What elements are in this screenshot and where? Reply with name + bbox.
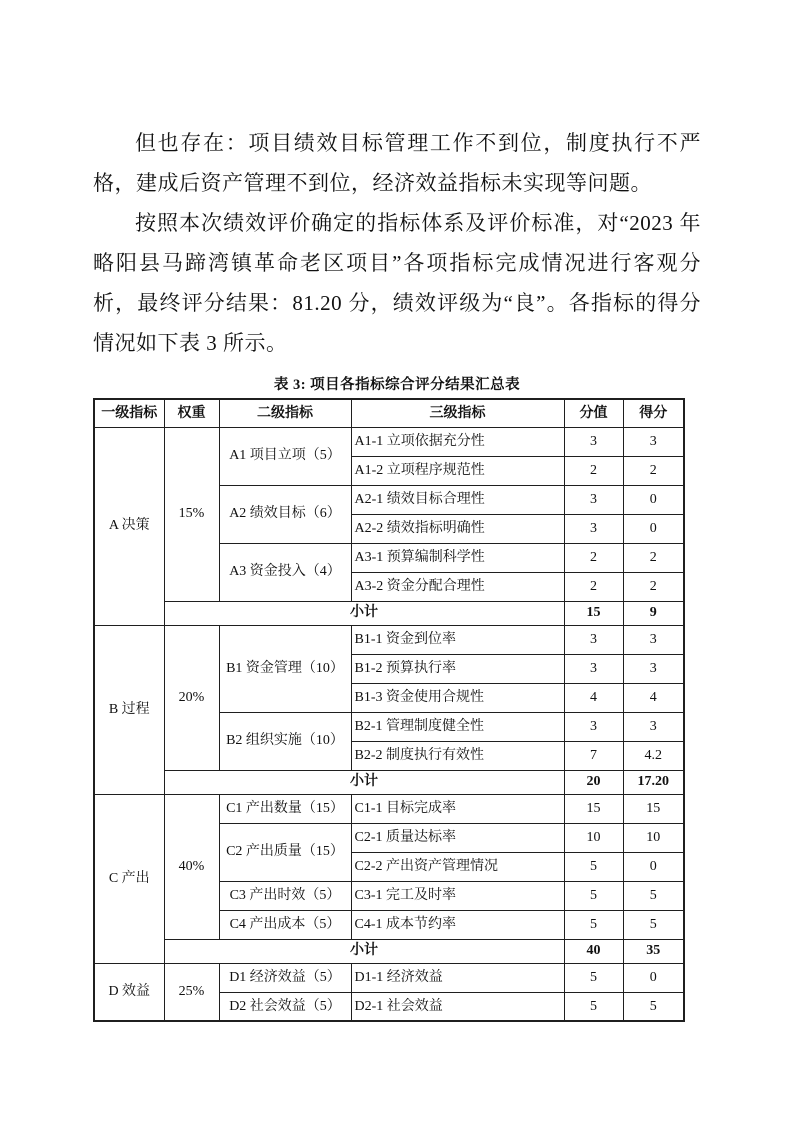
indicator-row [94, 963, 684, 992]
level3-indicator-cell: A3-1 预算编制科学性 [351, 543, 564, 572]
level2-indicator-cell: C3 产出时效（5） [219, 881, 351, 910]
subtotal-score-cell: 15 [564, 601, 623, 625]
score-obtained-cell: 5 [623, 881, 684, 910]
level1-indicator-cell: B 过程 [94, 625, 164, 794]
score-obtained-cell: 5 [623, 910, 684, 939]
score-value-cell: 5 [564, 992, 623, 1021]
level3-indicator-cell: B2-1 管理制度健全性 [351, 712, 564, 741]
score-value-cell: 3 [564, 625, 623, 654]
paragraph-issues: 但也存在：项目绩效目标管理工作不到位，制度执行不严格，建成后资产管理不到位，经济效益指标未实现等问题。 [93, 131, 701, 195]
subtotal-row [94, 601, 684, 625]
weight-cell: 25% [164, 963, 219, 1021]
score-value-cell: 2 [564, 543, 623, 572]
header-weight: 权重 [164, 399, 219, 427]
score-obtained-cell: 3 [623, 427, 684, 456]
level1-indicator-cell: D 效益 [94, 963, 164, 1021]
score-value-cell: 7 [564, 741, 623, 770]
score-obtained-cell: 2 [623, 456, 684, 485]
subtotal-obtained-cell: 17.20 [623, 770, 684, 794]
score-obtained-cell: 4.2 [623, 741, 684, 770]
header-level2: 二级指标 [219, 399, 351, 427]
weight-cell: 40% [164, 794, 219, 939]
header-score: 分值 [564, 399, 623, 427]
level3-indicator-cell: A1-1 立项依据充分性 [351, 427, 564, 456]
level2-indicator-cell: A3 资金投入（4） [219, 543, 351, 601]
score-value-cell: 2 [564, 572, 623, 601]
level2-indicator-cell: B1 资金管理（10） [219, 625, 351, 712]
level2-indicator-cell: A1 项目立项（5） [219, 427, 351, 485]
level3-indicator-cell: C4-1 成本节约率 [351, 910, 564, 939]
level1-indicator-cell: C 产出 [94, 794, 164, 963]
level2-indicator-cell: D2 社会效益（5） [219, 992, 351, 1021]
score-value-cell: 3 [564, 654, 623, 683]
score-value-cell: 5 [564, 963, 623, 992]
level3-indicator-cell: A2-1 绩效目标合理性 [351, 485, 564, 514]
score-obtained-cell: 0 [623, 514, 684, 543]
score-obtained-cell: 2 [623, 572, 684, 601]
score-obtained-cell: 2 [623, 543, 684, 572]
subtotal-score-cell: 40 [564, 939, 623, 963]
score-obtained-cell: 3 [623, 654, 684, 683]
paragraph-evaluation-result: 按照本次绩效评价确定的指标体系及评价标准，对“2023 年略阳县马蹄湾镇革命老区项目”各项指标完成情况进行客观分析，最终评分结果：81.20 分，绩效评级为“良”。各指标的得分情况如下表 3 所示。 [93, 211, 701, 355]
subtotal-score-cell: 20 [564, 770, 623, 794]
score-value-cell: 4 [564, 683, 623, 712]
score-obtained-cell: 10 [623, 823, 684, 852]
level3-indicator-cell: A3-2 资金分配合理性 [351, 572, 564, 601]
score-value-cell: 5 [564, 852, 623, 881]
level3-indicator-cell: C2-1 质量达标率 [351, 823, 564, 852]
level3-indicator-cell: B1-3 资金使用合规性 [351, 683, 564, 712]
score-value-cell: 3 [564, 485, 623, 514]
subtotal-row [94, 939, 684, 963]
score-obtained-cell: 0 [623, 852, 684, 881]
subtotal-row [94, 770, 684, 794]
score-obtained-cell: 0 [623, 485, 684, 514]
score-value-cell: 3 [564, 427, 623, 456]
level2-indicator-cell: B2 组织实施（10） [219, 712, 351, 770]
score-summary-table [93, 398, 685, 1022]
level3-indicator-cell: D1-1 经济效益 [351, 963, 564, 992]
score-obtained-cell: 5 [623, 992, 684, 1021]
score-value-cell: 10 [564, 823, 623, 852]
level3-indicator-cell: C1-1 目标完成率 [351, 794, 564, 823]
level3-indicator-cell: C2-2 产出资产管理情况 [351, 852, 564, 881]
subtotal-label-cell: 小计 [164, 939, 564, 963]
header-obtained: 得分 [623, 399, 684, 427]
weight-cell: 20% [164, 625, 219, 770]
level2-indicator-cell: A2 绩效目标（6） [219, 485, 351, 543]
level3-indicator-cell: D2-1 社会效益 [351, 992, 564, 1021]
table-header-row [94, 399, 684, 427]
indicator-row [94, 625, 684, 654]
score-value-cell: 15 [564, 794, 623, 823]
subtotal-label-cell: 小计 [164, 601, 564, 625]
page-content [93, 123, 701, 1022]
score-obtained-cell: 4 [623, 683, 684, 712]
level2-indicator-cell: C1 产出数量（15） [219, 794, 351, 823]
header-level3: 三级指标 [351, 399, 564, 427]
indicator-row [94, 794, 684, 823]
score-value-cell: 5 [564, 910, 623, 939]
level3-indicator-cell: A2-2 绩效指标明确性 [351, 514, 564, 543]
level3-indicator-cell: B2-2 制度执行有效性 [351, 741, 564, 770]
indicator-row [94, 427, 684, 456]
level2-indicator-cell: C4 产出成本（5） [219, 910, 351, 939]
header-level1: 一级指标 [94, 399, 164, 427]
score-obtained-cell: 0 [623, 963, 684, 992]
subtotal-obtained-cell: 9 [623, 601, 684, 625]
score-obtained-cell: 3 [623, 712, 684, 741]
weight-cell: 15% [164, 427, 219, 601]
score-value-cell: 3 [564, 712, 623, 741]
score-value-cell: 3 [564, 514, 623, 543]
level3-indicator-cell: B1-1 资金到位率 [351, 625, 564, 654]
level3-indicator-cell: C3-1 完工及时率 [351, 881, 564, 910]
level2-indicator-cell: C2 产出质量（15） [219, 823, 351, 881]
score-obtained-cell: 3 [623, 625, 684, 654]
subtotal-obtained-cell: 35 [623, 939, 684, 963]
level3-indicator-cell: B1-2 预算执行率 [351, 654, 564, 683]
level2-indicator-cell: D1 经济效益（5） [219, 963, 351, 992]
score-obtained-cell: 15 [623, 794, 684, 823]
score-value-cell: 2 [564, 456, 623, 485]
table-title: 表 3: 项目各指标综合评分结果汇总表 [273, 377, 521, 393]
score-value-cell: 5 [564, 881, 623, 910]
subtotal-label-cell: 小计 [164, 770, 564, 794]
level1-indicator-cell: A 决策 [94, 427, 164, 625]
level3-indicator-cell: A1-2 立项程序规范性 [351, 456, 564, 485]
